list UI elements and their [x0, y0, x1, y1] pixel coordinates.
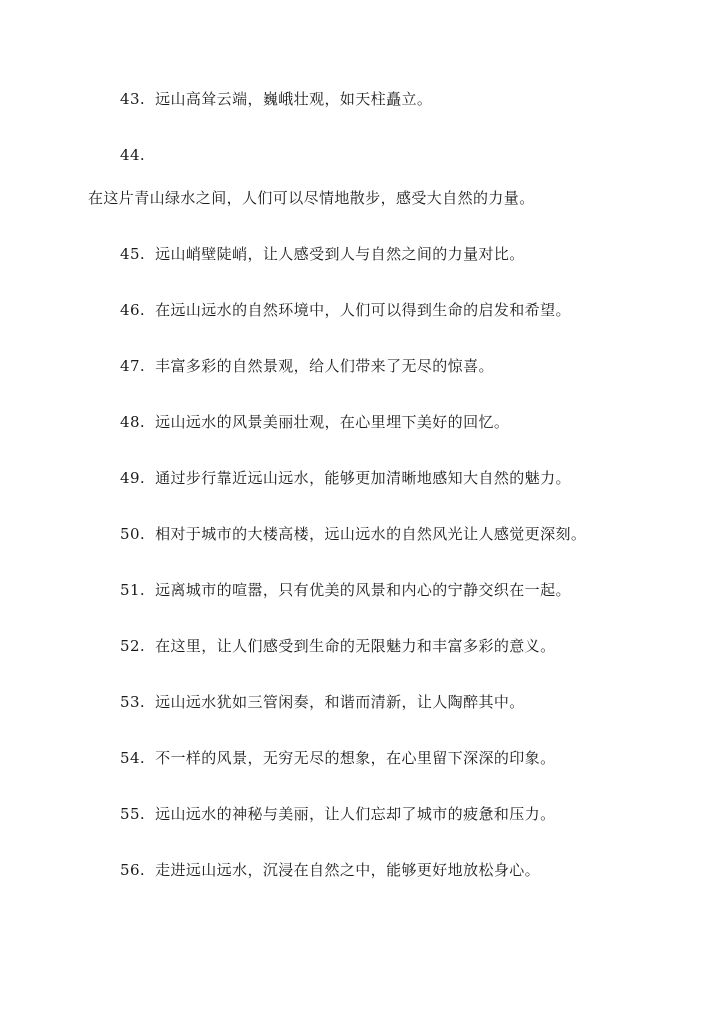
item-text: 远山远水犹如三管闲奏，和谐而清新，让人陶醉其中。: [155, 693, 525, 711]
item-number: 48.: [120, 413, 146, 431]
item-text: 远山峭壁陡峭，让人感受到人与自然之间的力量对比。: [155, 245, 525, 263]
item-text: 在远山远水的自然环境中，人们可以得到生命的启发和希望。: [155, 301, 571, 319]
list-item: [120, 580, 571, 600]
item-text: 远离城市的喧嚣，只有优美的风景和内心的宁静交织在一起。: [155, 581, 571, 599]
item-number: 50.: [120, 525, 146, 543]
item-text: 不一样的风景，无穷无尽的想象，在心里留下深深的印象。: [155, 749, 556, 767]
item-number: 52.: [120, 637, 146, 655]
list-item: [120, 300, 571, 320]
list-item: [120, 524, 586, 544]
list-item: [120, 860, 540, 880]
item-number: 43.: [120, 90, 146, 108]
list-item: [120, 804, 555, 824]
item-text: 远山高耸云端，巍峨壮观，如天柱矗立。: [155, 90, 433, 108]
list-item-continuation: [88, 188, 535, 208]
item-text: 相对于城市的大楼高楼，远山远水的自然风光让人感觉更深刻。: [155, 525, 587, 543]
list-item: [120, 636, 555, 656]
list-item: [120, 145, 155, 165]
item-text: 在这里，让人们感受到生命的无限魅力和丰富多彩的意义。: [155, 637, 556, 655]
item-text: 丰富多彩的自然景观，给人们带来了无尽的惊喜。: [155, 357, 494, 375]
list-item: [120, 748, 555, 768]
item-number: 56.: [120, 861, 146, 879]
list-item: [120, 692, 525, 712]
list-item: [120, 468, 571, 488]
item-number: 47.: [120, 357, 146, 375]
item-text: 远山远水的神秘与美丽，让人们忘却了城市的疲惫和压力。: [155, 805, 556, 823]
item-text: 通过步行靠近远山远水，能够更加清晰地感知大自然的魅力。: [155, 469, 571, 487]
list-item: [120, 244, 525, 264]
list-item: [120, 89, 432, 109]
list-item: [120, 356, 494, 376]
list-item: [120, 412, 509, 432]
item-number: 45.: [120, 245, 146, 263]
item-text: 在这片青山绿水之间，人们可以尽情地散步，感受大自然的力量。: [88, 189, 535, 207]
item-number: 55.: [120, 805, 146, 823]
item-number: 46.: [120, 301, 146, 319]
item-text: 远山远水的风景美丽壮观，在心里埋下美好的回忆。: [155, 413, 510, 431]
item-number: 49.: [120, 469, 146, 487]
item-number: 54.: [120, 749, 146, 767]
item-number: 53.: [120, 693, 146, 711]
item-number: 44.: [120, 146, 146, 164]
item-number: 51.: [120, 581, 146, 599]
item-text: 走进远山远水，沉浸在自然之中，能够更好地放松身心。: [155, 861, 541, 879]
